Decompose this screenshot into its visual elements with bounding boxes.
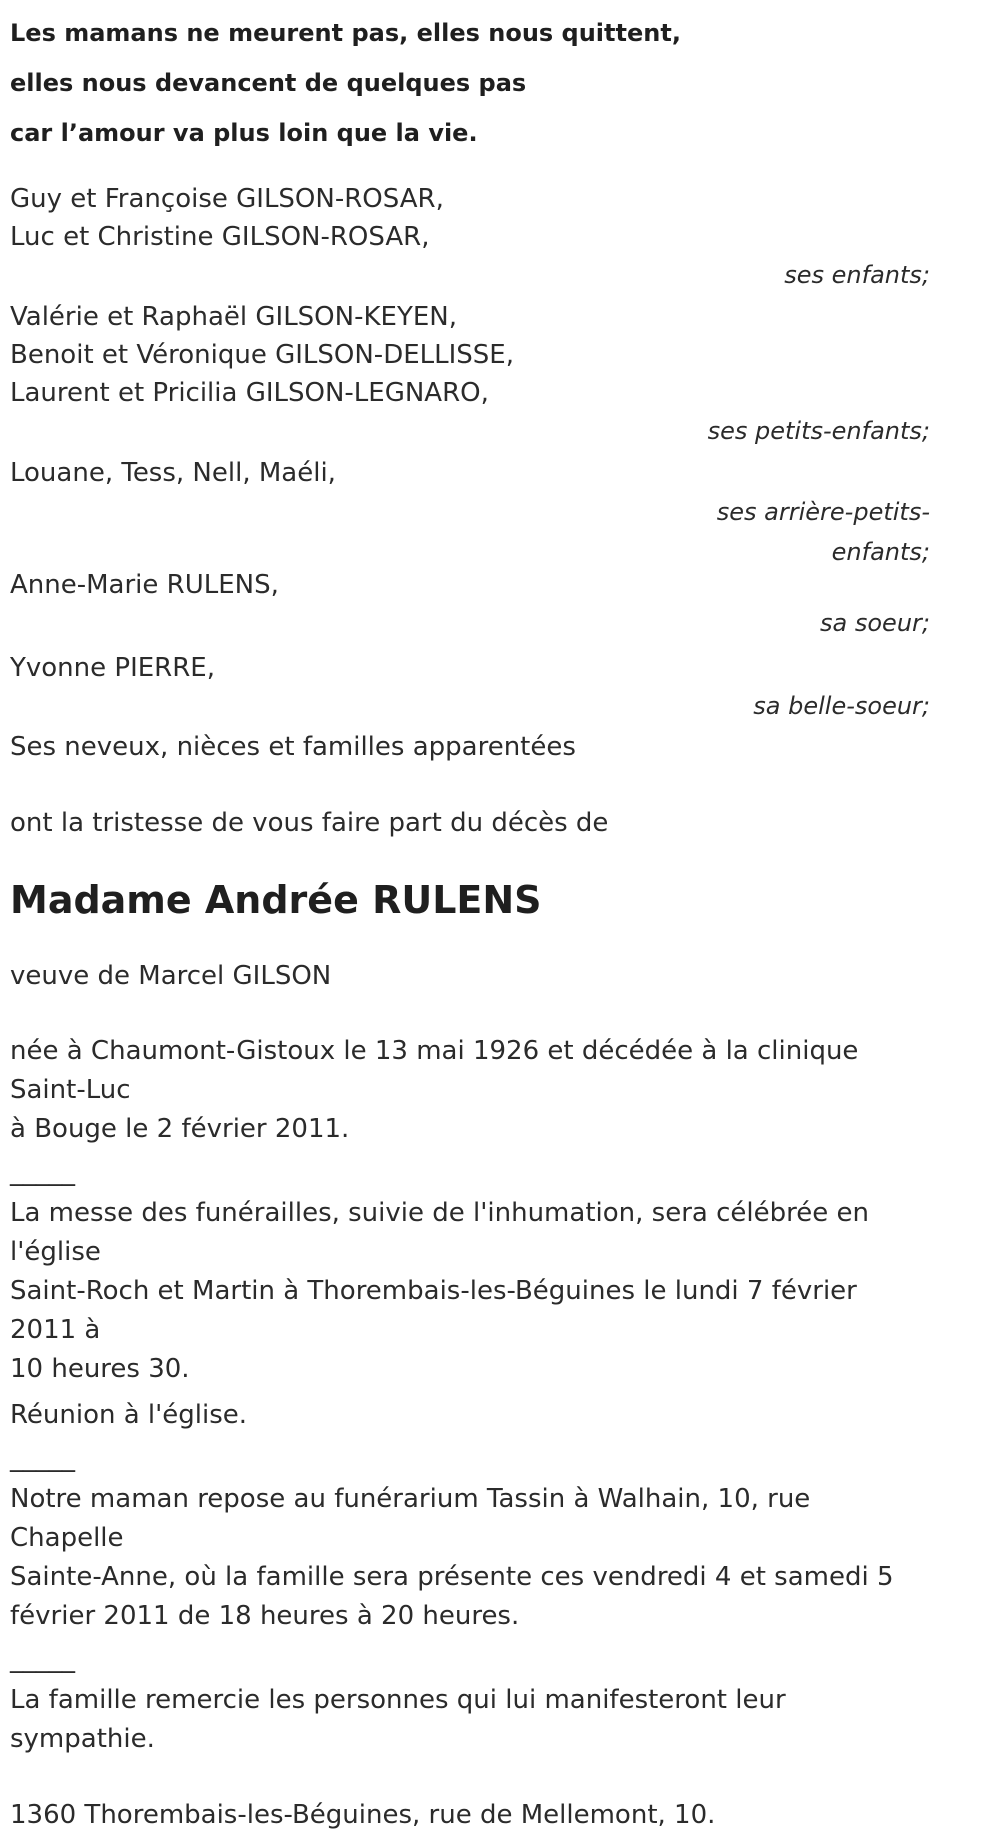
family-member: Anne-Marie RULENS,: [10, 570, 279, 600]
text-line: 10 heures 30.: [10, 1354, 190, 1384]
family-member: Laurent et Pricilia GILSON-LEGNARO,: [10, 378, 489, 408]
section-separator: _____: [10, 1644, 75, 1674]
family-address: 1360 Thorembais-les-Béguines, rue de Mellemont, 10.: [10, 1800, 716, 1830]
family-member: Benoit et Véronique GILSON-DELLISSE,: [10, 340, 514, 370]
text-line: La messe des funérailles, suivie de l'inhumation, sera célébrée en l'église: [10, 1198, 869, 1267]
grandchildren-group: [10, 298, 930, 450]
visitation-details: [10, 1480, 930, 1636]
poem-line: elles nous devancent de quelques pas: [10, 69, 527, 97]
birth-death-text: [10, 1032, 930, 1149]
relationship-label: [10, 492, 930, 572]
family-member: Louane, Tess, Nell, Maéli,: [10, 458, 336, 488]
thanks-text: La famille remercie les personnes qui lui manifesteront leur sympathie.: [10, 1685, 786, 1754]
opening-poem: [10, 8, 930, 158]
family-member: Luc et Christine GILSON-ROSAR,: [10, 222, 430, 252]
great-grandchildren-group: [10, 454, 930, 572]
text-line: Saint-Roch et Martin à Thorembais-les-Béguines le lundi 7 février 2011 à: [10, 1276, 857, 1345]
text-line: Sainte-Anne, où la famille sera présente ces vendredi 4 et samedi 5: [10, 1562, 894, 1592]
deceased-name: Madame Andrée RULENS: [10, 878, 542, 922]
relationship-label: sa soeur;: [820, 609, 930, 637]
text-line: Notre maman repose au funérarium Tassin à Walhain, 10, rue Chapelle: [10, 1484, 811, 1553]
relationship-label: ses petits-enfants;: [707, 417, 930, 445]
obituary-notice: [10, 0, 930, 1835]
other-relatives: Ses neveux, nièces et familles apparentées: [10, 732, 576, 762]
family-member: Valérie et Raphaël GILSON-KEYEN,: [10, 302, 457, 332]
relationship-label-line: ses arrière-petits-: [716, 498, 930, 526]
relationship-label: ses enfants;: [784, 261, 930, 289]
announcement-text: ont la tristesse de vous faire part du décès de: [10, 808, 609, 838]
sister-in-law-group: [10, 649, 930, 725]
relationship-label-line: enfants;: [831, 538, 930, 566]
poem-line: car l’amour va plus loin que la vie.: [10, 119, 478, 147]
text-line: février 2011 de 18 heures à 20 heures.: [10, 1601, 520, 1631]
text-line: née à Chaumont-Gistoux le 13 mai 1926 et décédée à la clinique Saint-Luc: [10, 1036, 859, 1105]
sister-group: [10, 566, 930, 642]
family-member: Yvonne PIERRE,: [10, 653, 215, 683]
funeral-details: [10, 1194, 930, 1389]
children-group: [10, 180, 930, 294]
relationship-label: sa belle-soeur;: [753, 692, 930, 720]
family-member: Guy et Françoise GILSON-ROSAR,: [10, 184, 444, 214]
meeting-text: Réunion à l'église.: [10, 1400, 248, 1430]
section-separator: _____: [10, 1157, 75, 1187]
text-line: à Bouge le 2 février 2011.: [10, 1114, 350, 1144]
section-separator: _____: [10, 1443, 75, 1473]
widow-of-text: veuve de Marcel GILSON: [10, 961, 332, 991]
poem-line: Les mamans ne meurent pas, elles nous quittent,: [10, 19, 681, 47]
